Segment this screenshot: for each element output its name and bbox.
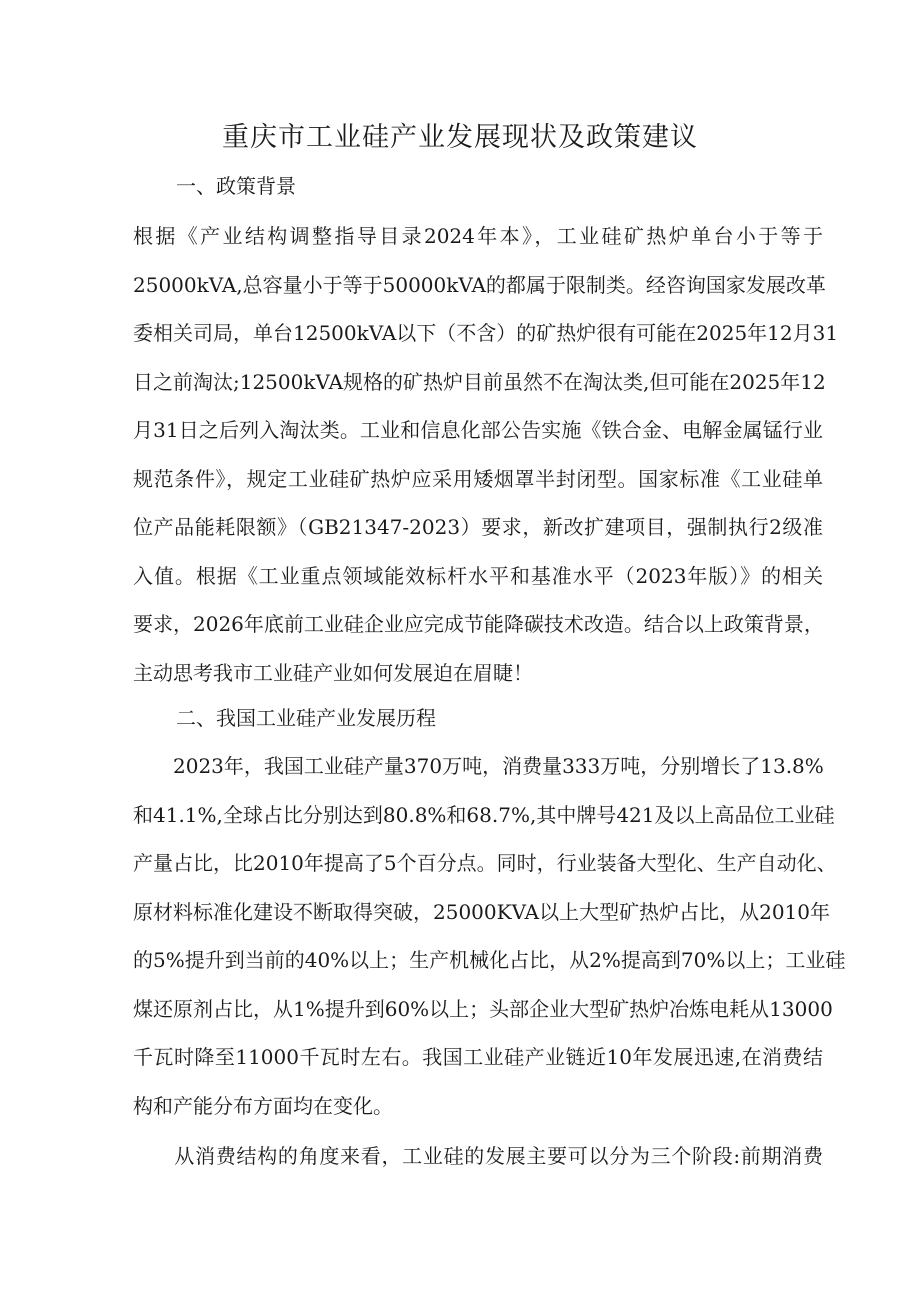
paragraph-line: 原材料标准化建设不断取得突破，25000KVA以上大型矿热炉占比，从2010年 [133, 899, 830, 924]
paragraph-line: 2023年，我国工业硅产量370万吨，消费量333万吨，分别增长了13.8% [133, 754, 824, 778]
paragraph-line: 要求，2026年底前工业硅企业应完成节能降碳技术改造。结合以上政策背景， [133, 612, 824, 636]
paragraph-line: 和41.1%,全球占比分别达到80.8%和68.7%,其中牌号421及以上高品位工业硅 [133, 802, 835, 827]
paragraph-line: 根据《产业结构调整指导目录2024年本》，工业硅矿热炉单台小于等于 [133, 224, 823, 248]
document-title: 重庆市工业硅产业发展现状及政策建议 [222, 122, 698, 153]
paragraph-line: 从消费结构的角度来看，工业硅的发展主要可以分为三个阶段:前期消费 [133, 1144, 823, 1168]
section-heading-development-history: 二、我国工业硅产业发展历程 [176, 706, 436, 730]
paragraph-line: 日之前淘汰;12500kVA规格的矿热炉目前虽然不在淘汰类,但可能在2025年12 [133, 369, 826, 394]
paragraph-line: 产量占比，比2010年提高了5个百分点。同时，行业装备大型化、生产自动化、 [133, 851, 837, 875]
paragraph-line: 千瓦时降至11000千瓦时左右。我国工业硅产业链近10年发展迅速,在消费结 [133, 1045, 823, 1069]
paragraph-policy-background [133, 212, 839, 697]
paragraph-line: 的5%提升到当前的40%以上；生产机械化占比，从2%提高到70%以上；工业硅 [133, 948, 846, 972]
paragraph-consumption-structure [133, 1132, 823, 1181]
section-heading-policy-background: 一、政策背景 [176, 174, 296, 198]
paragraph-line: 入值。根据《工业重点领域能效标杆水平和基准水平（2023年版）》的相关 [133, 563, 823, 588]
paragraph-line: 构和产能分布方面均在变化。 [133, 1093, 393, 1118]
paragraph-line: 位产品能耗限额》（GB21347-2023）要求，新改扩建项目，强制执行2级准 [133, 515, 823, 539]
paragraph-line: 主动思考我市工业硅产业如何发展迫在眉睫！ [133, 660, 533, 685]
paragraph-development-history [133, 742, 846, 1130]
paragraph-line: 25000kVA,总容量小于等于50000kVA的都属于限制类。经咨询国家发展改革 [133, 272, 826, 297]
paragraph-line: 委相关司局，单台12500kVA以下（不含）的矿热炉很有可能在2025年12月31 [133, 321, 839, 345]
paragraph-line: 规范条件》，规定工业硅矿热炉应采用矮烟罩半封闭型。国家标准《工业硅单 [133, 466, 823, 491]
paragraph-line: 煤还原剂占比，从1%提升到60%以上；头部企业大型矿热炉冶炼电耗从13000 [133, 996, 833, 1021]
paragraph-line: 月31日之后列入淘汰类。工业和信息化部公告实施《铁合金、电解金属锰行业 [133, 418, 823, 442]
